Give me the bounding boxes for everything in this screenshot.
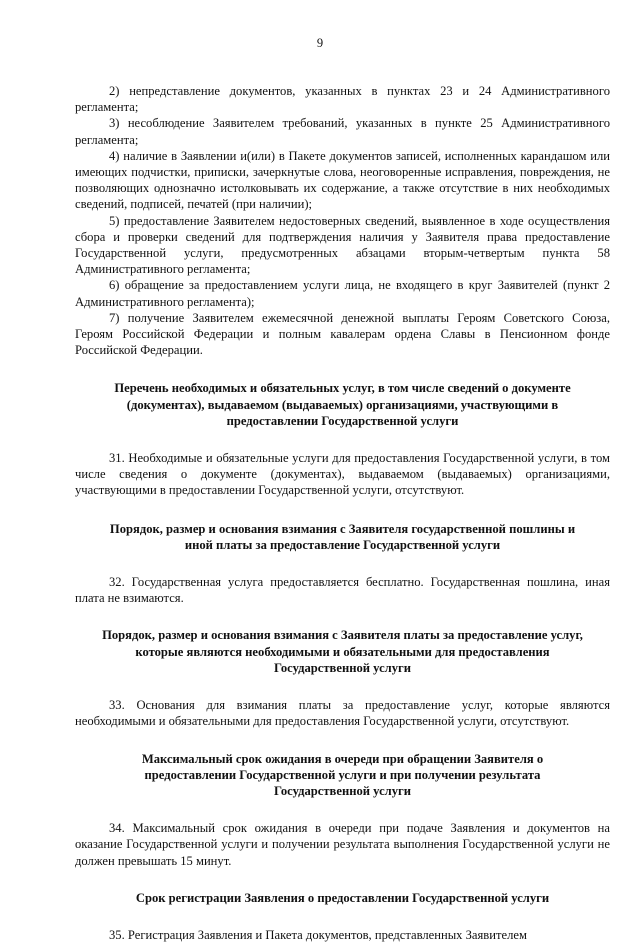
- section-heading: Перечень необходимых и обязательных услуг, в том числе сведений о документе (документах), выдаваемом (выдаваемых) организациями, участвующими в предоставлении Государственной услуги: [114, 381, 571, 428]
- section-heading: Порядок, размер и основания взимания с Заявителя платы за предоставление услуг, которые являются необходимыми и обязательными для предоставления Государственной услуги: [102, 628, 583, 675]
- section-heading: Срок регистрации Заявления о предоставлении Государственной услуги: [135, 890, 550, 905]
- section-paragraph: 34. Максимальный срок ожидания в очереди при подаче Заявления и документов на оказание Государственной услуги и получении результата выполнения Государственной услуги не должен превышать 15 минут.: [75, 821, 610, 868]
- section-paragraph: 31. Необходимые и обязательные услуги для предоставления Государственной услуги, в том числе сведения о документе (документах), выдаваемом (выдаваемых) организациями, участвующими в предоставлении Государственной услуги, отсутствуют.: [75, 451, 610, 498]
- section-paragraph: 33. Основания для взимания платы за предоставление услуг, которые являются необходимыми и обязательными для предоставления Государственной услуги, отсутствуют.: [75, 698, 610, 729]
- section-paragraph: 32. Государственная услуга предоставляется бесплатно. Государственная пошлина, иная плата не взимаются.: [75, 575, 610, 606]
- document-body: [75, 83, 610, 943]
- section-heading: Порядок, размер и основания взимания с Заявителя государственной пошлины и иной платы за предоставление Государственной услуги: [109, 521, 576, 552]
- list-item: 4) наличие в Заявлении и(или) в Пакете документов записей, исполненных карандашом или имеющих подчистки, приписки, зачеркнутые слова, неоговоренные исправления, повреждения, не позволяющих однозначно истолковывать их содержание, а также отсутствие в них необходимых сведений, подписей, печатей (при наличии);: [75, 148, 610, 212]
- list-item: 2) непредставление документов, указанных в пунктах 23 и 24 Административного регламента;: [75, 84, 610, 115]
- section-paragraph: 35. Регистрация Заявления и Пакета документов, представленных Заявителем: [109, 927, 527, 942]
- page-number: 9: [316, 36, 324, 50]
- section-heading: Максимальный срок ожидания в очереди при обращении Заявителя о предоставлении Государственной услуги и при получении результата Государственной услуги: [141, 751, 544, 798]
- list-item: 6) обращение за предоставлением услуги лица, не входящего в круг Заявителей (пункт 2 Административного регламента);: [75, 278, 610, 309]
- list-item: 5) предоставление Заявителем недостоверных сведений, выявленное в ходе осуществления сбора и проверки сведений для подтверждения наличия у Заявителя права предоставление Государственной услуги, предусмотренных абзацами вторым-четвертым пункта 58 Административного регламента;: [75, 213, 610, 277]
- list-item: 3) несоблюдение Заявителем требований, указанных в пункте 25 Административного регламента;: [75, 116, 610, 147]
- list-item: 7) получение Заявителем ежемесячной денежной выплаты Героям Советского Союза, Героям Российской Федерации и полным кавалерам ордена Славы в Пенсионном фонде Российской Федерации.: [75, 310, 610, 358]
